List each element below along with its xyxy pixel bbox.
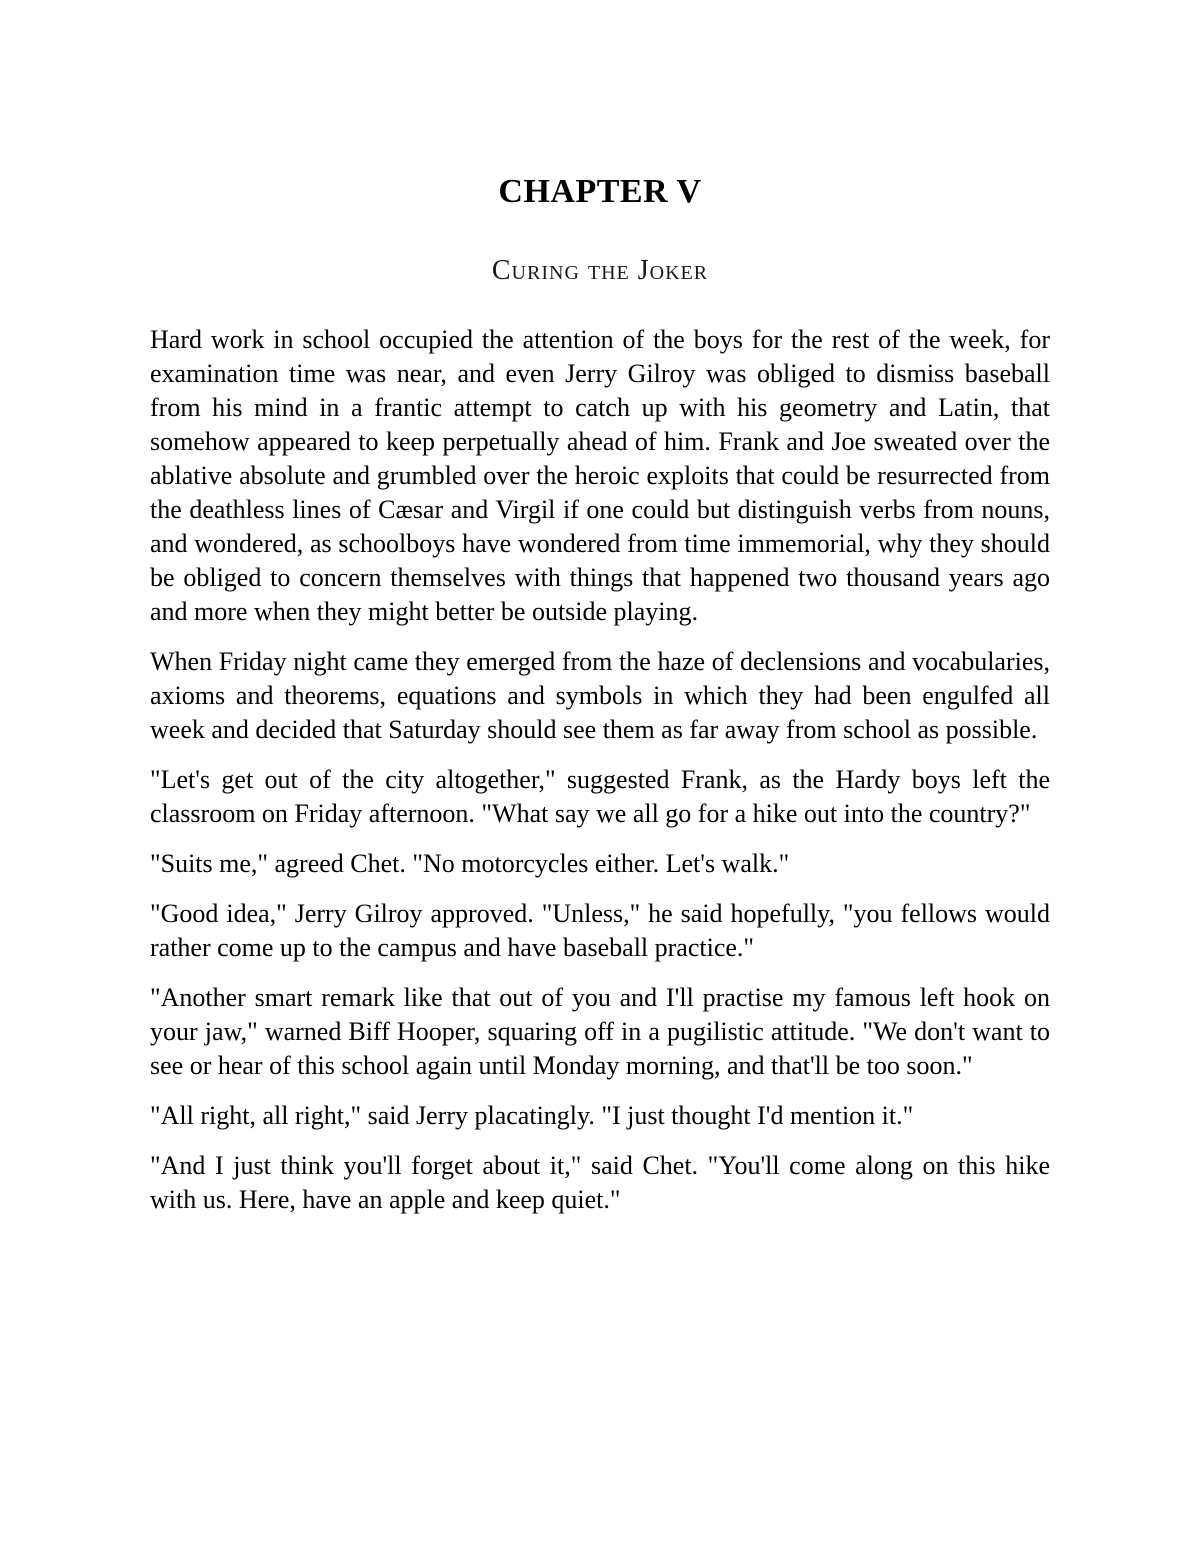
paragraph: When Friday night came they emerged from the haze of declensions and vocabularies, axioms and theorems, equations and symbols in which they had been engulfed all week and decided that Saturday should see them as far away from school as possible. bbox=[150, 647, 1050, 745]
paragraph: "Let's get out of the city altogether," suggested Frank, as the Hardy boys left the classroom on Friday afternoon. "What say we all go for a hike out into the country?" bbox=[150, 765, 1050, 829]
paragraph: Hard work in school occupied the attention of the boys for the rest of the week, for examination time was near, and even Jerry Gilroy was obliged to dismiss baseball from his mind in a frantic attempt to catch up with his geometry and Latin, that somehow appeared to keep perpetually ahead of him. Frank and Joe sweated over the ablative absolute and grumbled over the heroic exploits that could be resurrected from the deathless lines of Cæsar and Virgil if one could but distinguish verbs from nouns, and wondered, as schoolboys have wondered from time immemorial, why they should be obliged to concern themselves with things that happened two thousand years ago and more when they might better be outside playing. bbox=[150, 325, 1050, 627]
paragraph: "Good idea," Jerry Gilroy approved. "Unless," he said hopefully, "you fellows would rather come up to the campus and have baseball practice." bbox=[150, 899, 1050, 963]
paragraph: "And I just think you'll forget about it," said Chet. "You'll come along on this hike with us. Here, have an apple and keep quiet." bbox=[150, 1151, 1050, 1215]
paragraph: "All right, all right," said Jerry placatingly. "I just thought I'd mention it." bbox=[150, 1101, 914, 1131]
paragraph: "Another smart remark like that out of you and I'll practise my famous left hook on your jaw," warned Biff Hooper, squaring off in a pugilistic attitude. "We don't want to see or hear of this school again until Monday morning, and that'll be too soon." bbox=[150, 983, 1050, 1081]
chapter-body bbox=[150, 323, 1050, 1217]
chapter-subtitle: Curing the Joker bbox=[491, 255, 709, 287]
chapter-title: CHAPTER V bbox=[498, 173, 702, 210]
paragraph: "Suits me," agreed Chet. "No motorcycles either. Let's walk." bbox=[150, 849, 790, 879]
